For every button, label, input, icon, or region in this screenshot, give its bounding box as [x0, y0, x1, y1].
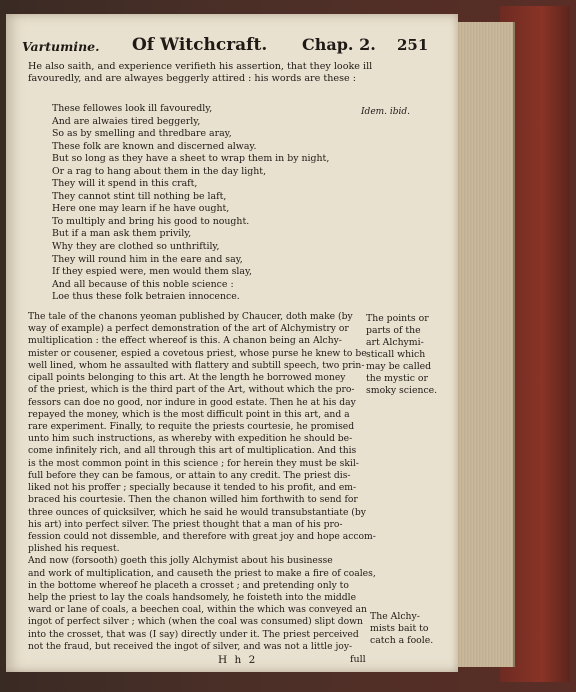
text-line: cipall points belonging to this art. At the length he borrowed money: [28, 372, 346, 384]
margin-note-points: [366, 313, 456, 397]
poem-line: Or a rag to hang about them in the day light,: [52, 165, 267, 177]
margin-note-line: mists bait to: [370, 623, 429, 634]
text-line: full before they can be famous, or attain to any credit. The priest dis-: [28, 469, 351, 481]
text-line: and work of multiplication, and causeth the priest to make a fire of coales,: [28, 567, 376, 579]
text-line: rare experiment. Finally, to requite the priests courtesie, he promised: [28, 420, 355, 432]
text-line: is the most common point in this science ; for herein they must be skil-: [28, 457, 359, 469]
poem-margin-note: Idem. ibid.: [361, 107, 411, 117]
text-line: fession could not dissemble, and therefore with great joy and hope accom-: [28, 530, 376, 542]
poem-line: They will it spend in this craft,: [52, 178, 198, 190]
text-line: fessors can doe no good, nor indure in good estate. Then he at his day: [28, 396, 356, 408]
margin-note-line: The Alchy-: [370, 611, 420, 622]
poem-line: So as by smelling and thredbare aray,: [52, 128, 232, 140]
text-line: plished his request.: [28, 543, 120, 555]
text-line: He also saith, and experience verifieth his assertion, that they looke ill: [28, 61, 373, 72]
text-line: three ounces of quicksilver, which he said he would transubstantiate (by: [28, 506, 366, 518]
text-line: help the priest to lay the coals handsomely, he foisteth into the middle: [28, 592, 357, 604]
text-line: favouredly, and are alwayes beggerly attired : his words are these :: [28, 73, 356, 85]
text-line: And now (forsooth) goeth this jolly Alchymist about his businesse: [28, 555, 333, 567]
text-line: well lined, whom he assaulted with flattery and subtill speech, two prin-: [28, 359, 365, 371]
header-title: Of Witchcraft.: [132, 35, 268, 55]
poem-line: Why they are clothed so unthriftily,: [52, 241, 220, 253]
margin-note-bait: [370, 611, 460, 647]
text-line: his art) into perfect silver. The priest thought that a man of his pro-: [28, 518, 343, 530]
margin-note-line: sticall which: [366, 349, 426, 360]
margin-note-line: art Alchymi-: [366, 337, 424, 348]
text-line: ward or lane of coals, a beechen coal, within the which was conveyed an: [28, 604, 367, 616]
text-line: repayed the money, which is the most difficult point in this art, and a: [28, 408, 350, 420]
text-line: unto him such instructions, as whereby with expedition he should be-: [28, 433, 353, 445]
text-line: of the priest, which is the third part of the Art, without which the pro-: [28, 384, 355, 396]
poem-line: And all because of this noble science :: [52, 278, 234, 290]
margin-note-line: may be called: [366, 361, 432, 372]
margin-note-line: parts of the: [366, 325, 421, 336]
margin-note-line: smoky science.: [366, 385, 438, 396]
body-paragraphs: [28, 311, 376, 653]
poem-line: If they espied were, men would them slay,: [52, 266, 253, 278]
header-left-word: Vartumine.: [22, 39, 100, 54]
poem-line: But so long as they have a sheet to wrap them in by night,: [52, 153, 330, 165]
text-line: into the crosset, that was (I say) directly under it. The priest perceived: [28, 628, 359, 640]
poem-line: Loe thus these folk betraien innocence.: [52, 291, 240, 303]
text-line: The tale of the chanons yeoman published by Chaucer, doth make (by: [28, 311, 353, 322]
catchword: full: [350, 654, 366, 665]
text-line: not the fraud, but received the ingot of silver, and was not a little joy-: [28, 640, 353, 652]
poem-line: And are alwaies tired beggerly,: [52, 115, 201, 127]
poem-line: These fellowes look ill favouredly,: [52, 103, 213, 114]
poem-line: But if a man ask them privily,: [52, 228, 192, 240]
text-line: in the bottome whereof he placeth a crosset ; and pretending only to: [28, 579, 349, 591]
text-line: liked not his proffer ; specially because it tended to his profit, and em-: [28, 482, 357, 494]
page-edges: [455, 22, 515, 667]
margin-note-line: The points or: [366, 313, 429, 324]
page-number: 251: [397, 36, 429, 54]
text-line: mister or cousener, espied a covetous priest, whose purse he knew to be: [28, 347, 367, 359]
book-page: [6, 14, 458, 672]
poem-line: To multiply and bring his good to nought.: [52, 215, 250, 227]
intro-paragraph: [28, 61, 373, 86]
header-chapter: Chap. 2.: [302, 35, 376, 54]
text-line: multiplication : the effect whereof is this. A chanon being an Alchy-: [28, 335, 342, 347]
poem-block: [52, 103, 372, 304]
poem-line: They will round him in the eare and say,: [52, 253, 243, 265]
text-line: come infinitely rich, and all through this art of multiplication. And this: [28, 445, 357, 457]
poem-line: Here one may learn if he have ought,: [52, 203, 230, 215]
poem-line: These folk are known and discerned alway.: [52, 140, 257, 152]
text-line: braced his courtesie. Then the chanon willed him forthwith to send for: [28, 494, 358, 506]
running-header: [22, 36, 452, 58]
text-line: ingot of perfect silver ; which (when the coal was consumed) slipt down: [28, 616, 363, 628]
margin-note-line: catch a foole.: [370, 635, 434, 646]
margin-note-line: the mystic or: [366, 373, 428, 384]
signature-mark: H h 2: [218, 654, 258, 666]
poem-line: They cannot stint till nothing be laft,: [52, 190, 227, 202]
text-line: way of example) a perfect demonstration of the art of Alchymistry or: [28, 323, 349, 335]
